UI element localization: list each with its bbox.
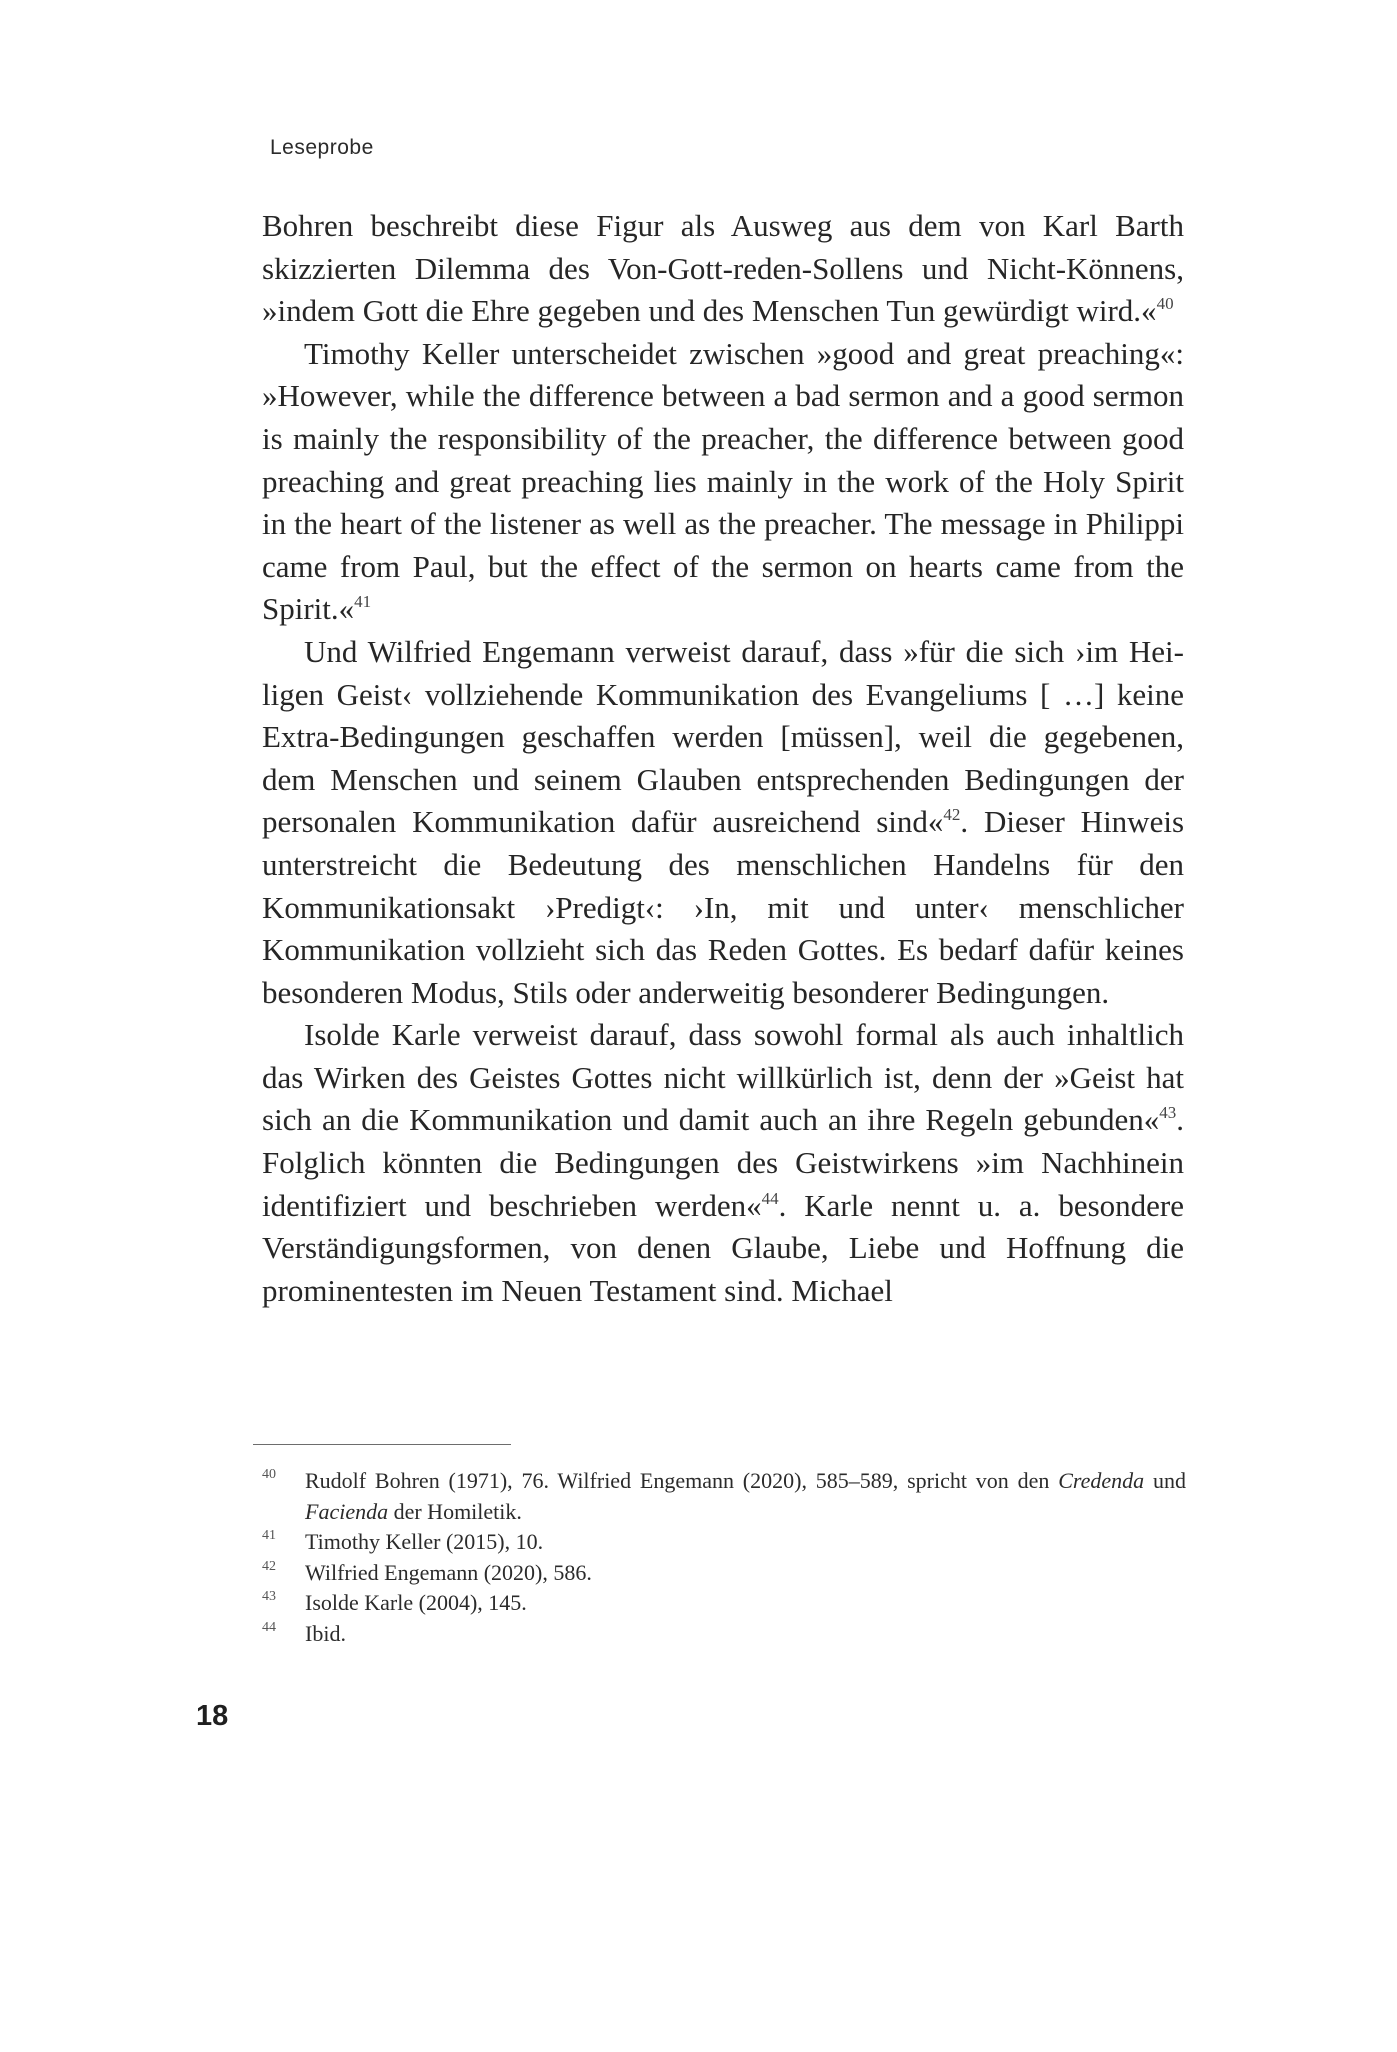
footnote-text: und bbox=[1144, 1468, 1186, 1493]
footnote-number: 41 bbox=[262, 1528, 276, 1543]
footnote-44 bbox=[262, 1619, 1186, 1650]
paragraph-text: . Dieser Hinweis unterstreicht die Bedeutung des menschlichen Handelns für den Kommunikationsakt ›Predigt‹: ›In, mit und unter‹ menschlicher Kommunikation vollzieht sich das Reden Gottes. Es bedarf dafür keines besonderen Modus, Stils oder anderweitig besonderer Bedingungen. bbox=[262, 804, 1185, 1010]
paragraph-text: . Folglich könnten die Bedingungen des Geistwirkens »im Nachhinein identifiziert und beschrieben werden« bbox=[262, 1102, 1184, 1223]
paragraph-text: Bohren beschreibt diese Figur als Ausweg aus dem von Karl Barth skizzierten Dilemma des Von-Gott-reden-Sollens und Nicht-Könnens, »indem Gott die Ehre gegeben und des Menschen Tun gewürdigt wird.« bbox=[262, 208, 1184, 329]
paragraph-text: Timothy Keller unterscheidet zwischen »good and great preaching«: »However, while the difference between a bad sermon and a good sermon is mainly the responsibility of the preacher, the difference between good preaching and great preaching lies mainly in the work of the Holy Spirit in the heart of the listener as well as the preacher. The message in Philippi came from Paul, but the effect of the sermon on hearts came from the Spirit.« bbox=[262, 335, 1184, 627]
footnote-text: Rudolf Bohren (1971), 76. Wilfried Engemann (2020), 585–589, spricht von den bbox=[305, 1468, 1059, 1493]
footnote-reference-42[interactable]: 42 bbox=[943, 805, 961, 825]
paragraph-2 bbox=[262, 333, 1184, 631]
footnote-reference-44[interactable]: 44 bbox=[761, 1188, 779, 1208]
footnote-reference-41[interactable]: 41 bbox=[354, 592, 372, 612]
paragraph-4 bbox=[262, 1014, 1184, 1312]
footnote-italic-term: Credenda bbox=[1058, 1468, 1145, 1493]
footnote-40 bbox=[262, 1466, 1186, 1527]
paragraph-text: Und Wilfried Engemann verweist darauf, dass »für die sich ›im Heiligen Geist‹ vollziehende Kommunikation des Evangeliums [ …] keine Extra-Bedingungen geschaffen werden [müssen], weil die gegebenen, dem Menschen und seinem Glauben entsprechenden Bedingungen der personalen Kommunikation dafür ausreichend sind« bbox=[262, 633, 1184, 840]
footnote-number: 42 bbox=[262, 1558, 276, 1574]
footnote-number: 43 bbox=[262, 1589, 276, 1604]
paragraph-3 bbox=[262, 631, 1184, 1014]
paragraph-1 bbox=[262, 205, 1184, 333]
footnote-italic-term: Facienda bbox=[305, 1498, 389, 1524]
footnote-number: 44 bbox=[262, 1619, 276, 1635]
footnote-reference-40[interactable]: 40 bbox=[1156, 294, 1174, 314]
footnote-text: Isolde Karle (2004), 145. bbox=[305, 1590, 527, 1615]
running-head: Leseprobe bbox=[270, 136, 374, 159]
footnotes bbox=[262, 1466, 1186, 1649]
main-text bbox=[262, 205, 1184, 1312]
footnote-number: 40 bbox=[262, 1467, 276, 1482]
page-number: 18 bbox=[196, 1700, 229, 1732]
footnote-divider bbox=[253, 1444, 511, 1445]
footnote-text: der Homiletik. bbox=[388, 1498, 522, 1524]
footnote-text: Timothy Keller (2015), 10. bbox=[305, 1529, 544, 1554]
footnote-reference-43[interactable]: 43 bbox=[1159, 1103, 1177, 1123]
footnote-text: Ibid. bbox=[305, 1620, 346, 1646]
footnote-text: Wilfried Engemann (2020), 586. bbox=[305, 1559, 592, 1585]
paragraph-text: Isolde Karle verweist darauf, dass sowohl formal als auch inhaltlich das Wirken des Geistes Gottes nicht willkürlich ist, denn der »Geist hat sich an die Kommunikation und damit auch an ihre Regeln gebunden« bbox=[262, 1017, 1184, 1138]
paragraph-text: . Karle nennt u. a. besondere Verständigungsformen, von denen Glaube, Liebe und Hoffnung die prominentesten im Neuen Testament sind. Michael bbox=[262, 1187, 1185, 1308]
footnote-41 bbox=[262, 1527, 1186, 1558]
footnote-43 bbox=[262, 1588, 1186, 1619]
footnote-42 bbox=[262, 1558, 1186, 1589]
